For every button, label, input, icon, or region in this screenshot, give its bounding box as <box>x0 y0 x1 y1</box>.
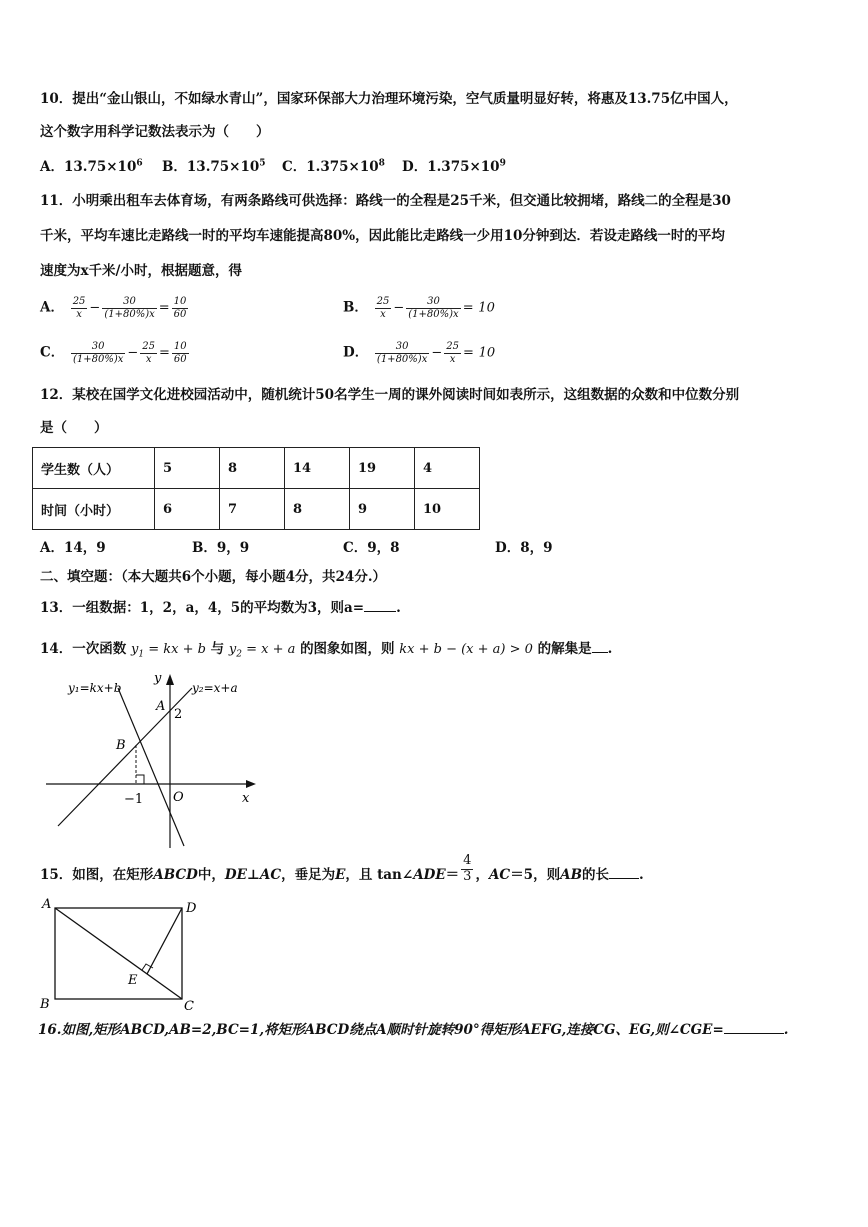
point-a-label: A <box>156 699 166 714</box>
q14-graph <box>40 668 270 850</box>
origin-label: O <box>173 790 184 805</box>
x-axis-label: x <box>242 791 250 806</box>
table-cell: 7 <box>220 489 285 530</box>
q11-option-d[interactable]: D． $\frac{30}{(1+80\%)x}$ − $\frac{25}{x}$ = 10 <box>343 341 496 365</box>
point-e-label: E <box>128 973 138 988</box>
table-cell: 6 <box>155 489 220 530</box>
table-cell: 10 <box>415 489 480 530</box>
table-cell: 4 <box>415 448 480 489</box>
q15-answer-blank[interactable] <box>609 866 639 879</box>
q14-text: 14．一次函数 $y_1$ = kx + b 与 $y_2 = x + a$ 的图象如图，则 kx + b − (x + a) > 0 的解集是 . <box>40 641 613 660</box>
section-heading: 二、填空题：（本大题共6个小题，每小题4分，共24分.） <box>40 569 387 585</box>
q12-line2: 是（ ） <box>40 420 108 436</box>
q15-text: 15．如图，在矩形ABCD中，DE⊥AC，垂足为E，且 tan∠ADE＝ $\frac{4}{3}$ ，AC＝5，则AB的长 . <box>40 853 644 884</box>
q10-option-d[interactable]: D．$1.375\times 10^9$ <box>402 158 506 175</box>
q11-option-c[interactable]: C． $\frac{30}{(1+80\%)x}$ − $\frac{25}{x}$ = $\frac{10}{60}$ <box>40 341 187 365</box>
vertex-b-label: B <box>40 997 50 1012</box>
q10-option-b[interactable]: B．$13.75\times 10^5$ <box>162 158 266 175</box>
diagonal-ac <box>55 908 182 999</box>
q12-option-c[interactable]: C．9，8 <box>343 540 400 556</box>
q15-rectangle-figure <box>38 892 208 1014</box>
q11-line2: 千米，平均车速比走路线一时的平均车速能提高80%，因此能比走路线一少用10分钟到达．若设走路线一时的平均 <box>40 228 725 244</box>
table-cell: 8 <box>285 489 350 530</box>
q12-option-d[interactable]: D．8，9 <box>495 540 553 556</box>
q12-line1: 12．某校在国学文化进校园活动中，随机统计50名学生一周的课外阅读时间如表所示，这组数据的众数和中位数分别 <box>40 387 740 403</box>
table-cell: 5 <box>155 448 220 489</box>
table-cell: 19 <box>350 448 415 489</box>
table-row <box>33 448 480 489</box>
table-row-header: 学生数（人） <box>33 448 155 489</box>
x-axis-arrow <box>246 780 256 788</box>
vertex-c-label: C <box>184 999 194 1014</box>
q10-option-c[interactable]: C．$1.375\times 10^8$ <box>282 158 385 175</box>
q11-line3: 速度为x千米/小时，根据题意，得 <box>40 263 242 279</box>
y-intercept-label: 2 <box>174 707 183 722</box>
reading-time-table <box>32 447 480 530</box>
q13-text: 13．一组数据：1，2，a，4，5的平均数为3，则a= . <box>40 600 401 616</box>
q16-text: 16.如图,矩形ABCD,AB=2,BC=1,将矩形ABCD绕点A顺时针旋转90°得矩形AEFG,连接CG、EG,则∠CGE= . <box>38 1022 789 1038</box>
table-cell: 14 <box>285 448 350 489</box>
right-angle-mark <box>136 775 144 784</box>
q12-option-b[interactable]: B．9，9 <box>192 540 250 556</box>
q12-option-a[interactable]: A．14，9 <box>40 540 106 556</box>
table-row-header: 时间（小时） <box>33 489 155 530</box>
vertex-d-label: D <box>186 901 197 916</box>
q11-option-a[interactable]: A． $\frac{25}{x}$ − $\frac{30}{(1+80\%)x}$ = $\frac{10}{60}$ <box>40 296 187 320</box>
line-y1-label: y₁=kx+b <box>68 681 122 695</box>
line-y2-label: y₂=x+a <box>192 681 238 695</box>
y-axis-label: y <box>154 671 162 686</box>
table-cell: 9 <box>350 489 415 530</box>
q10-option-a[interactable]: A．$13.75\times 10^6$ <box>40 158 143 175</box>
q11-line1: 11．小明乘出租车去体育场，有两条路线可供选择：路线一的全程是25千米，但交通比较拥堵，路线二的全程是30 <box>40 193 731 209</box>
y-axis-arrow <box>166 674 174 685</box>
table-row <box>33 489 480 530</box>
q10-line2: 这个数字用科学记数法表示为（ ） <box>40 124 270 140</box>
q16-answer-blank[interactable] <box>724 1021 784 1034</box>
q13-answer-blank[interactable] <box>364 599 396 612</box>
q14-answer-blank[interactable] <box>592 640 608 653</box>
q11-option-b[interactable]: B． $\frac{25}{x}$ − $\frac{30}{(1+80\%)x}$ = 10 <box>343 296 495 320</box>
vertex-a-label: A <box>42 897 52 912</box>
segment-de <box>147 908 182 974</box>
table-cell: 8 <box>220 448 285 489</box>
x-tick-label: −1 <box>124 792 144 807</box>
point-b-label: B <box>116 738 126 753</box>
q10-line1: 10．提出“金山银山，不如绿水青山”，国家环保部大力治理环境污染，空气质量明显好转，将惠及13.75亿中国人， <box>40 91 738 107</box>
